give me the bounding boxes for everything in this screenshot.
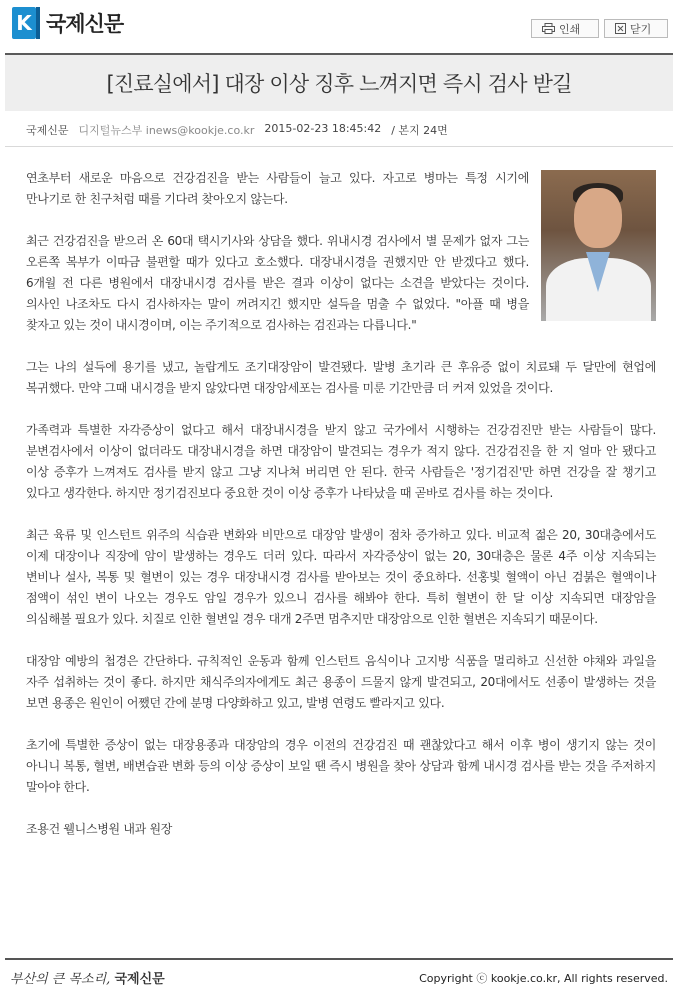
close-icon xyxy=(615,23,626,34)
doctor-photo xyxy=(541,170,656,321)
article-paragraph: 연초부터 새로운 마음으로 건강검진을 받는 사람들이 늘고 있다. 자고로 병마는 특정 시기에 만나기로 한 친구처럼 때를 기다려 찾아오지 않는다. xyxy=(26,171,529,206)
logo-text: 국제신문 xyxy=(46,12,124,36)
printer-icon xyxy=(542,23,555,34)
footer-divider xyxy=(5,958,673,960)
footer-slogan xyxy=(10,968,165,987)
article-paragraph: 초기에 특별한 증상이 없는 대장용종과 대장암의 경우 이전의 건강검진 때 괜찮았다고 해서 이후 병이 생기지 않는 것이 아니니 복통, 혈변, 배변습관 변화 등의 이상 증상이 보일 땐 즉시 병원을 찾아 상담과 함께 내시경 검사를 받는 것을 주저하지 말아야 한다. xyxy=(26,738,656,794)
article-page: / 본지 24면 xyxy=(391,124,448,137)
article-reporter: 디지털뉴스부 inews@kookje.co.kr xyxy=(78,124,255,137)
article-title: [진료실에서] 대장 이상 징후 느껴지면 즉시 검사 받길 xyxy=(106,72,572,96)
logo[interactable] xyxy=(12,7,123,39)
footer-brand: 국제신문 xyxy=(114,972,165,987)
logo-mark: K xyxy=(12,7,36,39)
header xyxy=(0,0,681,50)
article-paragraph: 최근 육류 및 인스턴트 위주의 식습관 변화와 비만으로 대장암 발생이 점차 증가하고 있다. 비교적 젊은 20, 30대층에서도 이제 대장이나 직장에 암이 발생하는 경우도 더러 있다. 따라서 자각증상이 없는 20, 30대층은 물론 4주 이상 지속되는 변비나 설사, 복통 및 혈변이 있는 경우 대장내시경 검사를 받아보는 것이 중요하다. 선홍빛 혈액이 아닌 검붉은 혈액이나 점액이 섞인 변이 나오는 경우도 암일 경우가 있으니 검사를 해봐야 한다. 특히 혈변이 한 달 이상 지속되면 대장암을 의심해볼 필요가 있다. 치질로 인한 혈변일 경우 대개 2주면 멈추지만 대장암으로 인한 혈변은 지속되기 때문이다. xyxy=(26,528,656,626)
article-paragraph: 가족력과 특별한 자각증상이 없다고 해서 대장내시경을 받지 않고 국가에서 시행하는 건강검진만 받는 사람들이 많다. 분변검사에서 이상이 없더라도 대장내시경을 하면 대장암이 발견되는 경우가 적지 않다. 건강검진을 한 지 얼마 안 됐다고 이상 증후가 느껴져도 검사를 받지 않고 그냥 지나쳐 버리면 안 된다. 한국 사람들은 '정기검진'만 하면 건강을 잘 챙기고 있다고 생각한다. 하지만 정기검진보다 중요한 것이 이상 증후가 나타났을 때 곧바로 검사를 하는 것이다. xyxy=(26,423,656,500)
print-button[interactable] xyxy=(531,19,599,38)
article-paragraph: 그는 나의 설득에 용기를 냈고, 놀랍게도 조기대장암이 발견됐다. 발병 초기라 큰 후유증 없이 치료돼 두 달만에 현업에 복귀했다. 만약 그때 내시경을 받지 않았다면 대장암세포는 검사를 미룬 기간만큼 더 커져 있었을 것이다. xyxy=(26,360,656,395)
article-meta xyxy=(26,122,448,138)
close-label: 닫기 xyxy=(630,22,652,36)
copyright: Copyright ⓒ kookje.co.kr, All rights reserved. xyxy=(419,972,668,985)
close-button[interactable] xyxy=(604,19,668,38)
meta-divider xyxy=(5,146,673,147)
article-datetime: 2015-02-23 18:45:42 xyxy=(264,122,382,135)
article-body xyxy=(26,168,656,861)
article-source: 국제신문 xyxy=(26,124,69,137)
article-paragraph: 대장암 예방의 첩경은 간단하다. 규칙적인 운동과 함께 인스턴트 음식이나 고지방 식품을 멀리하고 신선한 야채와 과일을 자주 섭취하는 것이 좋다. 하지만 채식주의자에게도 최근 용종이 드물지 않게 발견되고, 20대에서도 선종이 발생하는 것을 보면 용종은 원인이 어쨌던 간에 분명 다양화하고 있고, 발병 연령도 빨라지고 있다. xyxy=(26,654,656,710)
slogan-text: 부산의 큰 목소리, xyxy=(10,972,111,987)
article-paragraph: 최근 건강검진을 받으러 온 60대 택시기사와 상담을 했다. 위내시경 검사에서 별 문제가 없자 그는 오른쪽 복부가 이따금 불편할 때가 있다고 호소했다. 대장내시경을 권했지만 안 받겠다고 했다. 6개월 전 다른 병원에서 대장내시경 검사를 받은 결과 이상이 없다는 소견을 받았다는 것이다. 의사인 나조차도 다시 검사하자는 말이 꺼려지긴 했지만 설득을 멈출 수 없었다. "아플 때 병을 찾자고 있는 것이 내시경이며, 이는 주기적으로 검사하는 검진과는 다릅니다." xyxy=(26,234,529,332)
title-bar xyxy=(5,53,673,111)
print-label: 인쇄 xyxy=(559,22,581,36)
article-byline: 조용건 웰니스병원 내과 원장 xyxy=(26,822,173,836)
